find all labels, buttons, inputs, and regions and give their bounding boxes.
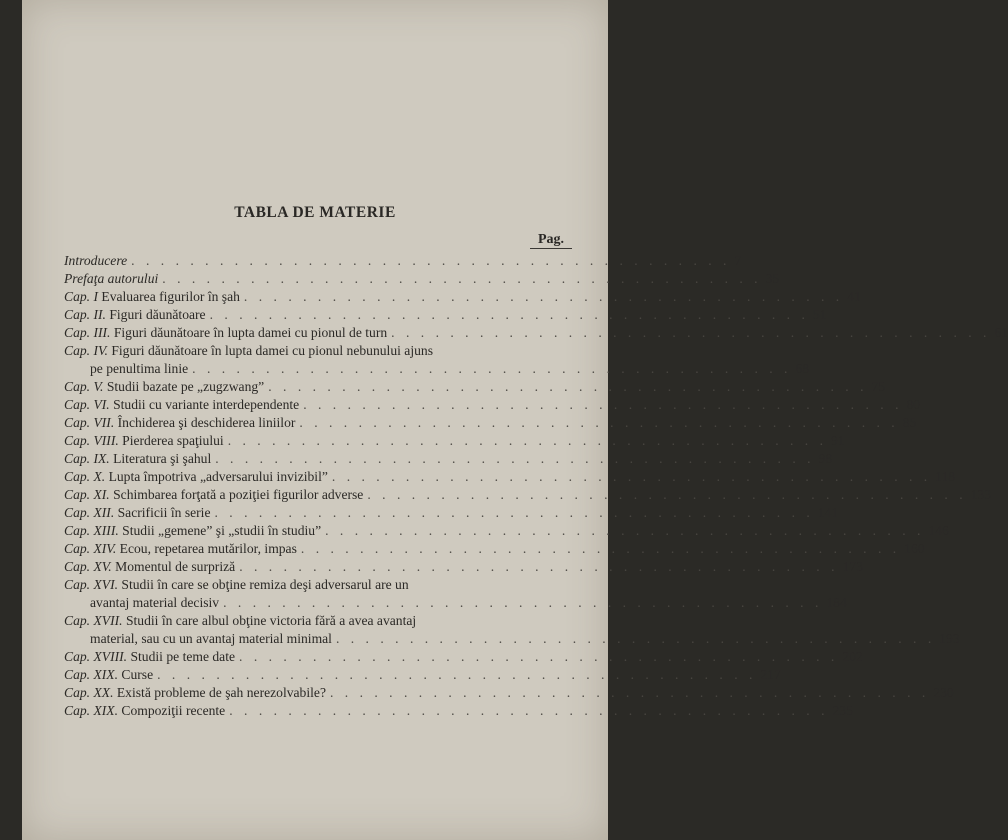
leader-dots: . . . . . . . . . . . . . . . . . . . . . . . . . . . . . . . . . . . . . . . . .	[229, 703, 829, 718]
toc-entry-title: Pierderea spaţiului	[122, 433, 224, 448]
toc-entry-label: Cap. VII.	[64, 415, 115, 430]
toc-entry-title: Evaluarea figurilor în şah	[101, 289, 240, 304]
leader-dots: . . . . . . . . . . . . . . . . . . . . . . . . . . . . . . . . . . . . . . . . .	[214, 505, 814, 520]
toc-entry-continuation: avantaj material decisiv	[90, 595, 220, 610]
leader-dots: . . . . . . . . . . . . . . . . . . . . . . . . . . . . . . . . . . . . . . . . .	[243, 289, 844, 304]
toc-entry-page: 41	[847, 289, 861, 304]
toc-entry-page: 80	[906, 397, 921, 412]
page-title: TABLA DE MATERIE	[234, 204, 396, 221]
toc-entry-title: Studii în care albul obţine victoria fără a avea avantaj	[125, 613, 417, 628]
toc-entry-label: Prefaţa autorului	[64, 271, 159, 286]
toc-entry-page: 91	[830, 433, 845, 448]
toc-entry	[64, 288, 861, 306]
toc-entry	[64, 612, 960, 648]
toc-entry-label: Cap. V.	[64, 379, 104, 394]
toc-entry	[64, 468, 956, 486]
leader-dots: . . . . . . . . . . . . . . . . . . . . . . . . . . . . . . . . . . . . . . . . .	[239, 559, 839, 574]
toc-entry-page: 61	[994, 325, 1008, 340]
toc-entry	[64, 702, 853, 720]
toc-entry-page: 51	[812, 307, 827, 322]
leader-dots: . . . . . . . . . . . . . . . . . . . . . . . . . . . . . . . . . . . . . . . . .	[268, 379, 868, 394]
toc-entry-title: Momentul de surpriză	[115, 559, 236, 574]
toc-entry-label: Cap. XVIII.	[64, 649, 128, 664]
toc-entry	[64, 558, 863, 576]
toc-entry	[64, 432, 845, 450]
toc-entry-page: 173	[842, 559, 863, 574]
leader-dots: . . . . . . . . . . . . . . . . . . . . . . . . . . . . . . . . . . . . . . . . .	[299, 415, 899, 430]
toc-entry	[64, 396, 921, 414]
leader-dots: . . . . . . . . . . . . . . . . . . . . . . . . . . . . . . . . . . . . . . . . .	[239, 649, 839, 664]
toc-entry	[64, 378, 886, 396]
page-column-header: Pag.	[537, 232, 564, 247]
toc-entry	[64, 342, 810, 378]
toc-entry-title: Studii în care se obţine remiza deşi adversarul are un	[121, 577, 409, 592]
toc-entry-page: 202	[842, 649, 863, 664]
toc-entry-label: Cap. XIX.	[64, 667, 118, 682]
toc-entry-page: 141	[817, 505, 839, 520]
toc-entry	[64, 270, 780, 288]
leader-dots: . . . . . . . . . . . . . . . . . . . . . . . . . . . . . . . . . . . . . . . . .	[209, 307, 809, 322]
leader-dots: . . . . . . . . . . . . . . . . . . . . . . . . . . . . . . . . . . . . . . . . .	[331, 469, 932, 484]
toc-entry-label: Cap. XVI.	[64, 577, 118, 592]
leader-dots: . . . . . . . . . . . . . . . . . . . . . . . . . . . . . . . . . . . . . . . . .	[192, 361, 792, 376]
toc-entry-label: Cap. XI.	[64, 487, 110, 502]
toc-entry	[64, 306, 827, 324]
toc-entry-label: Cap. IV.	[64, 343, 108, 358]
toc-entry-page: 75	[871, 379, 886, 394]
toc-entry-page: 184	[826, 595, 847, 610]
leader-dots: . . . . . . . . . . . . . . . . . . . . . . . . . . . . . . . . . . . . . . . . .	[367, 487, 967, 502]
toc-entry-label: Cap. II.	[64, 307, 106, 322]
toc-entry	[64, 684, 954, 702]
toc-entry-label: Introducere	[64, 253, 128, 268]
toc-entry-label: Cap. III.	[64, 325, 111, 340]
toc-entry-label: Cap. VIII.	[64, 433, 119, 448]
leader-dots: . . . . . . . . . . . . . . . . . . . . . . . . . . . . . . . . . . . . . . . . .	[223, 595, 823, 610]
toc-entry-continuation: pe penultima linie	[90, 361, 189, 376]
toc-entry-title: Închiderea şi deschiderea liniilor	[117, 415, 296, 430]
toc-entry-page: 68	[795, 361, 810, 376]
toc-entry-page: 146	[928, 523, 949, 538]
toc-entry-title: Compoziţii recente	[121, 703, 226, 718]
leader-dots: . . . . . . . . . . . . . . . . . . . . . . . . . . . . . . . . . . . . . . . . .	[335, 631, 936, 646]
toc-entry	[64, 414, 917, 432]
toc-entry-page: 193	[939, 631, 960, 646]
toc-entry	[64, 576, 847, 612]
toc-entry-page: 160	[904, 541, 925, 556]
table-of-contents	[64, 252, 1008, 720]
toc-entry-label: Cap. VI.	[64, 397, 110, 412]
toc-entry-label: Cap. IX.	[64, 451, 110, 466]
toc-entry	[64, 648, 863, 666]
toc-entry	[64, 324, 1008, 342]
leader-dots: . . . . . . . . . . . . . . . . . . . . . . . . . . . . . . . . . . . . . . . . .	[157, 667, 757, 682]
toc-entry	[64, 522, 949, 540]
leader-dots: . . . . . . . . . . . . . . . . . . . . . . . . . . . . . . . . . . . . . . . . .	[162, 271, 762, 286]
leader-dots: . . . . . . . . . . . . . . . . . . . . . . . . . . . . . . . . . . . . . . . . .	[131, 253, 731, 268]
toc-entry-page: 35	[765, 271, 780, 286]
toc-entry	[64, 504, 839, 522]
leader-dots: . . . . . . . . . . . . . . . . . . . . . . . . . . . . . . . . . . . . . . . . .	[300, 541, 901, 556]
toc-entry-page: 85	[902, 415, 917, 430]
toc-entry-title: Studii „gemene” şi „studii în studiu”	[122, 523, 322, 538]
toc-entry-continuation: material, sau cu un avantaj material minimal	[90, 631, 332, 646]
toc-entry-title: Studii bazate pe „zugzwang”	[106, 379, 265, 394]
toc-entry-label: Cap. XIX.	[64, 703, 118, 718]
toc-entry-title: Figuri dăunătoare în lupta damei cu pionul nebunului ajuns	[111, 343, 433, 358]
toc-entry-title: Figuri dăunătoare	[109, 307, 206, 322]
toc-entry-label: Cap. XII.	[64, 505, 115, 520]
toc-entry-title: Studii cu variante interdependente	[113, 397, 300, 412]
header-rule	[530, 248, 572, 249]
toc-entry-label: Cap. XIV.	[64, 541, 117, 556]
toc-entry-title: Sacrificii în serie	[117, 505, 211, 520]
leader-dots: . . . . . . . . . . . . . . . . . . . . . . . . . . . . . . . . . . . . . . . . .	[227, 433, 827, 448]
toc-entry-page: 7	[734, 253, 742, 268]
toc-entry	[64, 666, 781, 684]
leader-dots: . . . . . . . . . . . . . . . . . . . . . . . . . . . . . . . . . . . . . . . . .	[303, 397, 903, 412]
toc-entry-title: Există probleme de şah nerezolvabile?	[116, 685, 326, 700]
toc-entry-page: 230	[933, 685, 954, 700]
toc-entry-label: Cap. XIII.	[64, 523, 119, 538]
toc-entry-title: Studii pe teme date	[130, 649, 236, 664]
toc-entry-page: 133	[970, 487, 992, 502]
toc-entry-label: Cap. XX.	[64, 685, 114, 700]
toc-entry-page: 98	[818, 451, 833, 466]
toc-entry-title: Literatura şi şahul	[113, 451, 212, 466]
leader-dots: . . . . . . . . . . . . . . . . . . . . . . . . . . . . . . . . . . . . . . . . .	[329, 685, 930, 700]
toc-entry-title: Ecou, repetarea mutărilor, impas	[119, 541, 297, 556]
toc-entry-title: Figuri dăunătoare în lupta damei cu pionul de turn	[113, 325, 388, 340]
toc-entry-label: Cap. XVII.	[64, 613, 123, 628]
leader-dots: . . . . . . . . . . . . . . . . . . . . . . . . . . . . . . . . . . . . . . . . .	[215, 451, 815, 466]
toc-entry-label: Cap. X.	[64, 469, 106, 484]
toc-entry-page: 118	[935, 469, 956, 484]
toc-entry-label: Cap. XV.	[64, 559, 112, 574]
toc-entry	[64, 540, 925, 558]
leader-dots: . . . . . . . . . . . . . . . . . . . . . . . . . . . . . . . . . . . . . . . . .	[325, 523, 925, 538]
leader-dots: . . . . . . . . . . . . . . . . . . . . . . . . . . . . . . . . . . . . . . . . .	[391, 325, 991, 340]
book-page	[22, 0, 1008, 840]
toc-entry	[64, 486, 992, 504]
toc-entry-page: 217	[760, 667, 781, 682]
toc-entry-page: 235	[832, 703, 853, 718]
toc-entry-title: Schimbarea forţată a poziţiei figurilor adverse	[113, 487, 364, 502]
toc-entry-title: Curse	[121, 667, 154, 682]
toc-entry	[64, 252, 742, 270]
toc-entry-title: Lupta împotriva „adversarului invizibil”	[108, 469, 328, 484]
toc-entry	[64, 450, 833, 468]
toc-entry-label: Cap. I	[64, 289, 98, 304]
